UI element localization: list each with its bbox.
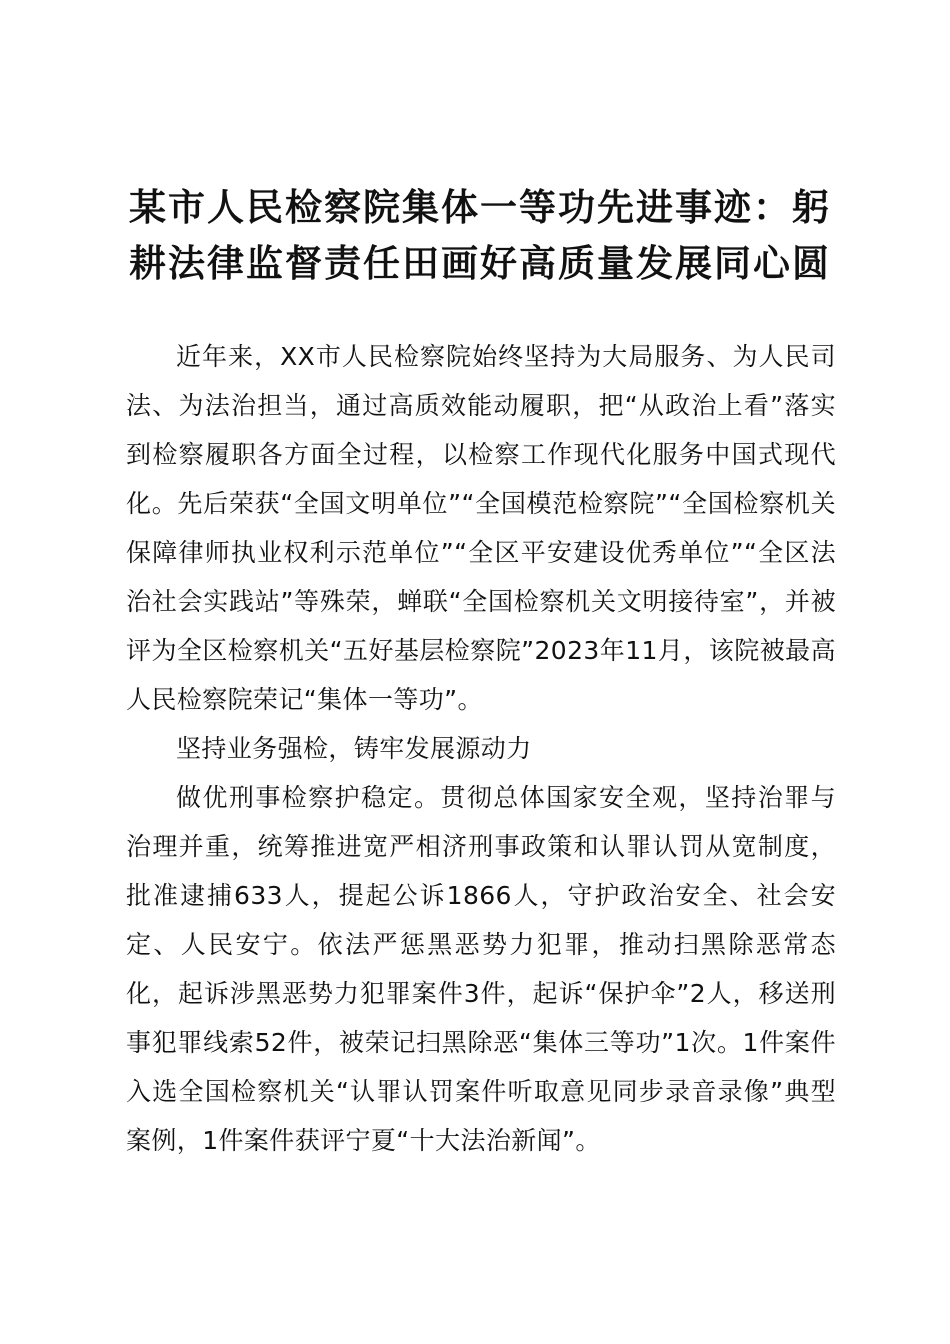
document-body [126, 332, 836, 1165]
paragraph-intro: 近年来，XX市人民检察院始终坚持为大局服务、为人民司法、为法治担当，通过高质效能动履职，把“从政治上看”落实到检察履职各方面全过程，以检察工作现代化服务中国式现代化。先后荣获“全国文明单位”“全国模范检察院”“全国检察机关保障律师执业权利示范单位”“全区平安建设优秀单位”“全区法治社会实践站”等殊荣，蝉联“全国检察机关文明接待室”，并被评为全区检察机关“五好基层检察院”2023年11月，该院被最高人民检察院荣记“集体一等功”。 [126, 342, 836, 714]
document-title: 某市人民检察院集体一等功先进事迹：躬耕法律监督责任田画好高质量发展同心圆 [129, 186, 831, 285]
paragraph-criminal-prosecution: 做优刑事检察护稳定。贯彻总体国家安全观，坚持治罪与治理并重，统筹推进宽严相济刑事政策和认罪认罚从宽制度，批准逮捕633人，提起公诉1866人，守护政治安全、社会安定、人民安宁。依法严惩黑恶势力犯罪，推动扫黑除恶常态化，起诉涉黑恶势力犯罪案件3件，起诉“保护伞”2人，移送刑事犯罪线索52件，被荣记扫黑除恶“集体三等功”1次。1件案件入选全国检察机关“认罪认罚案件听取意见同步录音录像”典型案例，1件案件获评宁夏“十大法治新闻”。 [126, 783, 836, 1155]
section-heading: 坚持业务强检，铸牢发展源动力 [176, 734, 532, 763]
